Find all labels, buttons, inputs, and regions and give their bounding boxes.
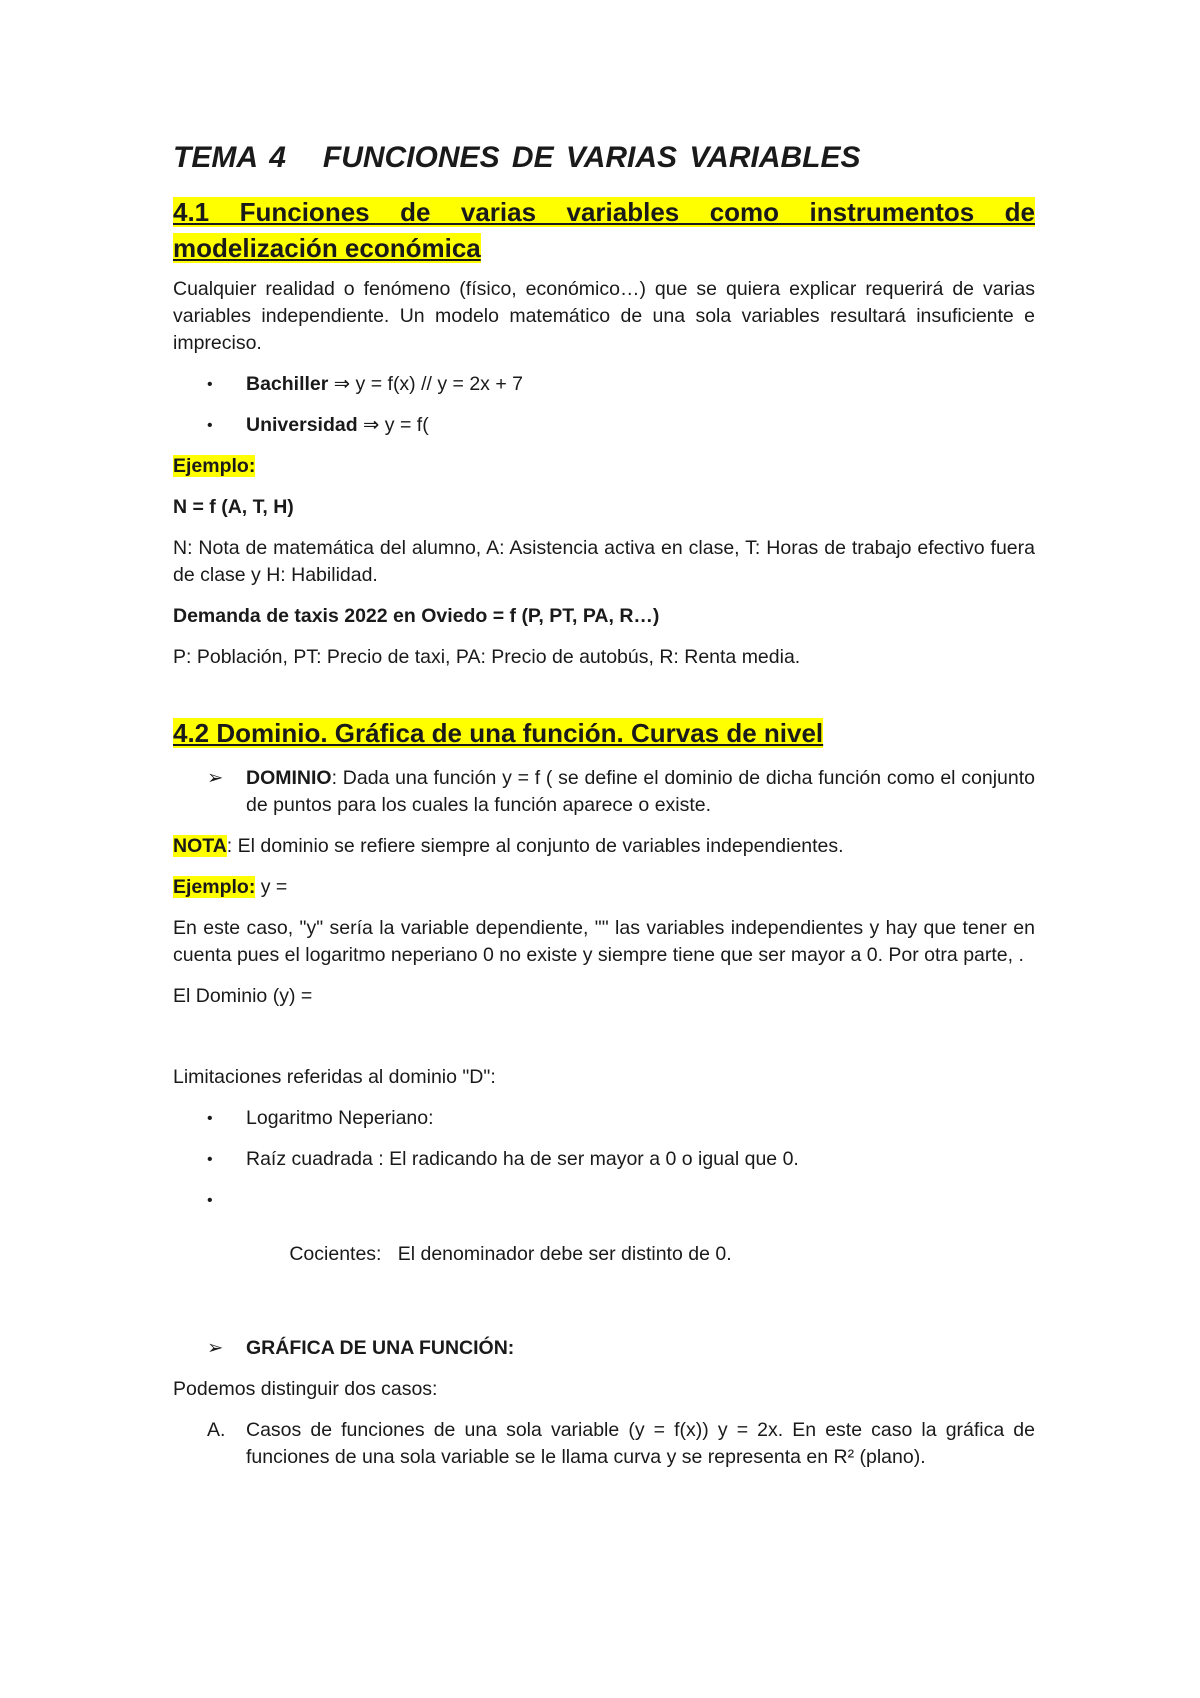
formula-2: Demanda de taxis 2022 en Oviedo = f (P, PT, PA, R…) (173, 605, 660, 627)
cases-list (173, 1417, 1035, 1471)
section-1-heading-text: 4.1 Funciones de varias variables como instrumentos de modelización económica (173, 197, 1035, 263)
case-a-text: Casos de funciones de una sola variable (y = f(x)) y = 2x. En este caso la gráfica de funciones de una sola variable se le llama curva y se representa en R² (plano). (246, 1419, 1035, 1468)
grafica-list (173, 1335, 1035, 1362)
example-2-label: Ejemplo: (173, 876, 256, 898)
bullet-icon: • (207, 1110, 213, 1127)
dominio-y: El Dominio (y) = (173, 985, 313, 1007)
list-item (173, 1417, 1035, 1471)
dominio-explanation: En este caso, "y" sería la variable dependiente, "" las variables independientes y hay que tener en cuenta pues el logaritmo neperiano 0 no existe y siempre tiene que ser mayor a 0. Por otra parte, . (173, 917, 1035, 966)
list-item (173, 1335, 1035, 1362)
section-1-bullet-list (173, 371, 1035, 439)
bullet-text: ⇒ y = f( (357, 414, 429, 436)
example-label-paragraph (173, 453, 1035, 480)
limit-item-text: Raíz cuadrada : El radicando ha de ser mayor a 0 o igual que 0. (246, 1148, 799, 1170)
distinguir-paragraph: Podemos distinguir dos casos: (173, 1378, 438, 1400)
nota-paragraph (173, 833, 1035, 860)
bullet-icon: • (207, 376, 213, 393)
list-item (173, 1187, 1035, 1295)
bullet-icon: • (207, 1151, 213, 1168)
list-item (173, 1105, 1035, 1132)
nota-label: NOTA (173, 835, 227, 857)
list-item (173, 1146, 1035, 1173)
arrow-icon: ➢ (207, 1337, 224, 1359)
formula-1: N = f (A, T, H) (173, 496, 294, 518)
formula-2-description: P: Población, PT: Precio de taxi, PA: Precio de autobús, R: Renta media. (173, 646, 801, 668)
document-title: TEMA 4 FUNCIONES DE VARIAS VARIABLES (173, 141, 861, 174)
section-1-intro: Cualquier realidad o fenómeno (físico, económico…) que se quiera explicar requerirá de varias variables independiente. Un modelo matemático de una sola variables resultará insuficiente e impreciso. (173, 278, 1035, 354)
bullet-label: Bachiller (246, 373, 329, 395)
example-label: Ejemplo: (173, 455, 256, 477)
list-item (173, 412, 1035, 439)
dominio-text: : Dada una función y = f ( se define el dominio de dicha función como el conjunto de puntos para los cuales la función aparece o existe. (246, 767, 1035, 816)
list-item (173, 765, 1035, 819)
case-marker: A. (207, 1419, 226, 1441)
section-2-heading (173, 715, 1035, 751)
limit-item-text: Cocientes: El denominador debe ser distinto de 0. (289, 1243, 732, 1265)
grafica-label: GRÁFICA DE UNA FUNCIÓN: (246, 1337, 515, 1359)
section-1-heading (173, 194, 1035, 266)
dominio-list (173, 765, 1035, 819)
bullet-icon: • (207, 1192, 213, 1209)
section-2-heading-text: 4.2 Dominio. Gráfica de una función. Curvas de nivel (173, 718, 824, 748)
example-2-paragraph (173, 874, 1035, 901)
limitaciones-heading: Limitaciones referidas al dominio "D": (173, 1066, 496, 1088)
bullet-text: ⇒ y = f(x) // y = 2x + 7 (328, 373, 523, 395)
example-2-text: y = (255, 876, 288, 898)
document-content (173, 140, 1035, 1485)
nota-text: : El dominio se refiere siempre al conjunto de variables independientes. (226, 835, 844, 857)
formula-1-description: N: Nota de matemática del alumno, A: Asistencia activa en clase, T: Horas de trabajo efectivo fuera de clase y H: Habilidad. (173, 537, 1035, 586)
dominio-label: DOMINIO (246, 767, 332, 789)
bullet-label: Universidad (246, 414, 358, 436)
arrow-icon: ➢ (207, 767, 224, 789)
limitaciones-list (173, 1105, 1035, 1295)
bullet-icon: • (207, 417, 213, 434)
limit-item-text: Logaritmo Neperiano: (246, 1107, 434, 1129)
list-item (173, 371, 1035, 398)
